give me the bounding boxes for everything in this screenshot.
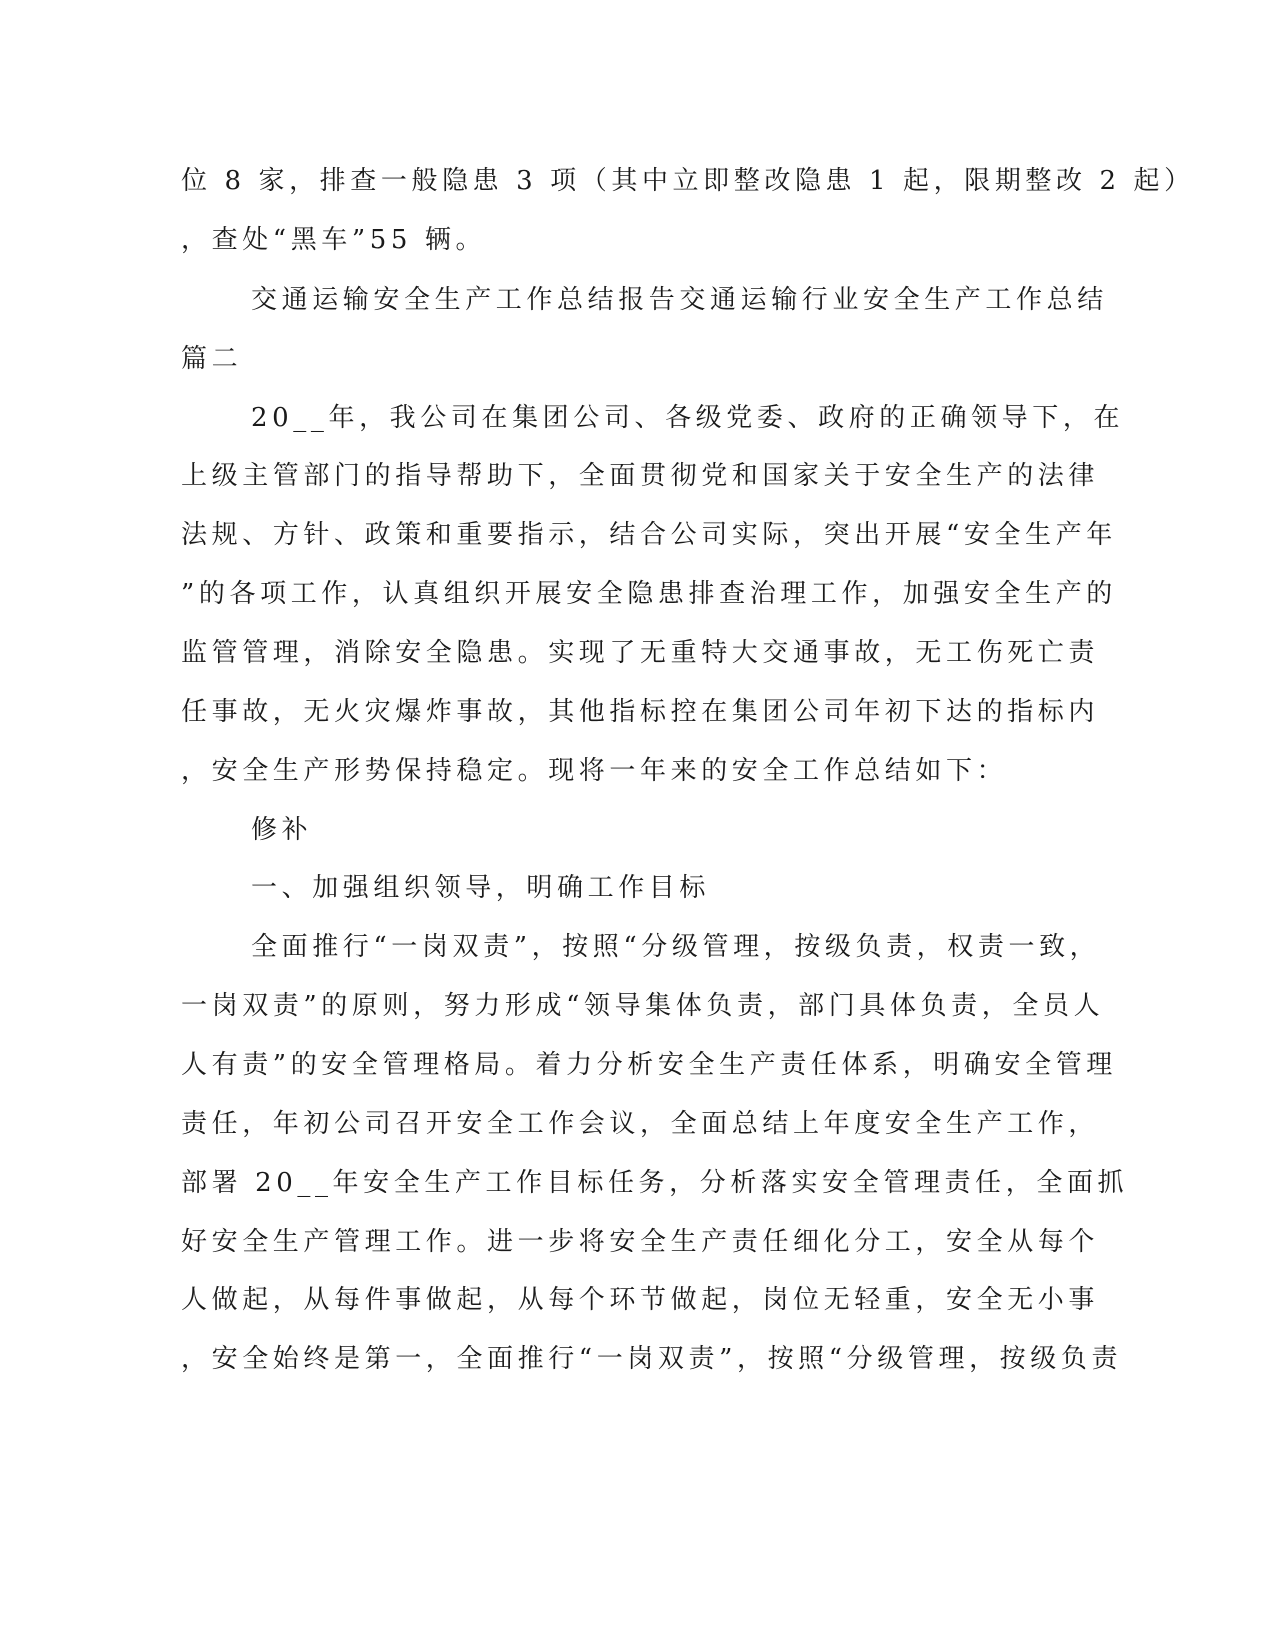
text-line: 修补	[251, 815, 313, 845]
section-title-line: 篇二	[181, 344, 243, 374]
text-line: ，查处“黑车”55 辆。	[181, 225, 487, 255]
text-line: 法规、方针、政策和重要指示，结合公司实际，突出开展“安全生产年	[181, 520, 1117, 550]
text-line: 任事故，无火灾爆炸事故，其他指标控在集团公司年初下达的指标内	[181, 697, 1100, 727]
section-title-line: 交通运输安全生产工作总结报告交通运输行业安全生产工作总结	[251, 285, 1108, 315]
text-line: 全面推行“一岗双责”，按照“分级管理，按级负责，权责一致，	[251, 932, 1101, 962]
text-line: 人做起，从每件事做起，从每个环节做起，岗位无轻重，安全无小事	[181, 1285, 1100, 1315]
text-line: 监管管理，消除安全隐患。实现了无重特大交通事故，无工伤死亡责	[181, 638, 1100, 668]
heading-line: 一、加强组织领导，明确工作目标	[251, 873, 711, 903]
text-line: 责任，年初公司召开安全工作会议，全面总结上年度安全生产工作，	[181, 1109, 1100, 1139]
text-line: ，安全始终是第一，全面推行“一岗双责”，按照“分级管理，按级负责	[181, 1344, 1123, 1374]
text-line: 上级主管部门的指导帮助下，全面贯彻党和国家关于安全生产的法律	[181, 461, 1100, 491]
text-line: 20__年，我公司在集团公司、各级党委、政府的正确领导下，在	[251, 403, 1125, 433]
text-line: 好安全生产管理工作。进一步将安全生产责任细化分工，安全从每个	[181, 1227, 1100, 1257]
text-line: 一岗双责”的原则，努力形成“领导集体负责，部门具体负责，全员人	[181, 991, 1105, 1021]
text-line: 部署 20__年安全生产工作目标任务，分析落实安全管理责任，全面抓	[181, 1168, 1129, 1198]
text-line: 位 8 家，排查一般隐患 3 项（其中立即整改隐患 1 起，限期整改 2 起）	[181, 166, 1195, 196]
text-line: ”的各项工作，认真组织开展安全隐患排查治理工作，加强安全生产的	[181, 579, 1117, 609]
text-line: ，安全生产形势保持稳定。现将一年来的安全工作总结如下：	[181, 756, 1008, 786]
text-line: 人有责”的安全管理格局。着力分析安全生产责任体系，明确安全管理	[181, 1050, 1117, 1080]
